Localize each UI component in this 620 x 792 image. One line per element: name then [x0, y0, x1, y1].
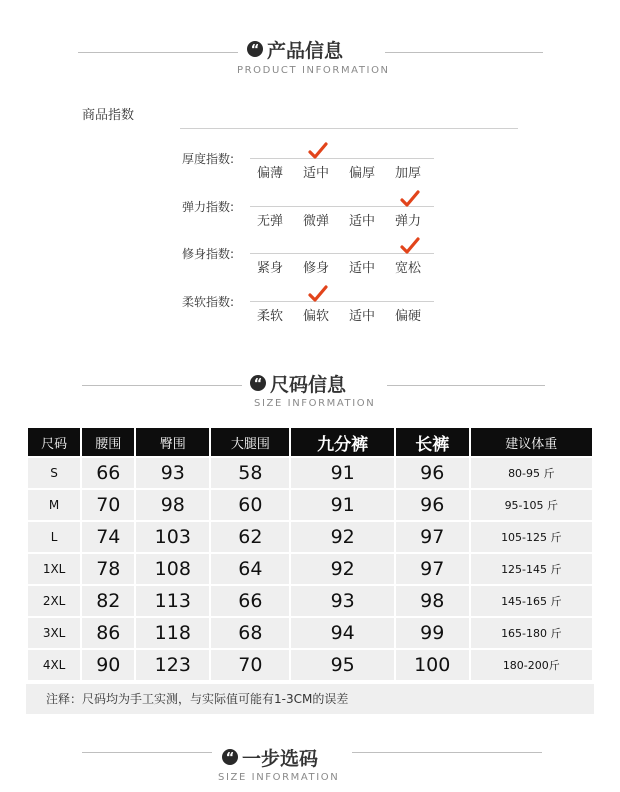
table-cell: 97 [396, 522, 469, 552]
divider-left [78, 52, 238, 53]
table-header-row [28, 428, 592, 456]
table-row [28, 458, 592, 488]
divider-right [387, 385, 545, 386]
index-heading: 商品指数 [82, 108, 135, 123]
header-cropped-length: 九分裤 [291, 428, 393, 456]
table-cell: 62 [211, 522, 289, 552]
section-title: “ 一步选码 [222, 744, 318, 771]
table-cell: 105-125 斤 [471, 522, 592, 552]
table-cell: 70 [82, 490, 134, 520]
header-waist: 腰围 [82, 428, 134, 456]
table-cell: 108 [136, 554, 209, 584]
checkmark-icon [400, 237, 420, 255]
table-cell: 70 [211, 650, 289, 680]
table-cell: 78 [82, 554, 134, 584]
table-cell: 82 [82, 586, 134, 616]
divider-right [352, 752, 542, 753]
table-cell: 97 [396, 554, 469, 584]
quote-icon: “ [222, 749, 238, 765]
table-cell: 66 [82, 458, 134, 488]
table-cell: 103 [136, 522, 209, 552]
table-row [28, 522, 592, 552]
table-cell: 86 [82, 618, 134, 648]
divider-left [82, 752, 212, 753]
index-option: 适中 [302, 166, 329, 181]
checkmark-icon [308, 285, 328, 303]
table-cell: 91 [291, 490, 393, 520]
index-option: 微弹 [302, 214, 329, 229]
table-cell: 93 [291, 586, 393, 616]
index-option: 无弹 [256, 214, 283, 229]
table-cell: 80-95 斤 [471, 458, 592, 488]
table-cell: 1XL [28, 554, 80, 584]
table-cell: 145-165 斤 [471, 586, 592, 616]
index-option: 弹力 [394, 214, 421, 229]
table-cell: 2XL [28, 586, 80, 616]
table-cell: 60 [211, 490, 289, 520]
table-cell: 98 [136, 490, 209, 520]
table-cell: 98 [396, 586, 469, 616]
table-row [28, 586, 592, 616]
index-option: 偏厚 [348, 166, 375, 181]
table-cell: 4XL [28, 650, 80, 680]
table-row [28, 650, 592, 680]
table-cell: 91 [291, 458, 393, 488]
quote-icon: “ [247, 41, 263, 57]
section-title: “ 产品信息 [247, 36, 343, 63]
index-top-line [180, 128, 518, 129]
table-cell: 99 [396, 618, 469, 648]
index-option: 偏薄 [256, 166, 283, 181]
index-scale-line [250, 158, 434, 159]
table-cell: 95 [291, 650, 393, 680]
checkmark-icon [400, 190, 420, 208]
section-title: “ 尺码信息 [250, 370, 346, 397]
index-option: 偏硬 [394, 309, 421, 324]
header-size: 尺码 [28, 428, 80, 456]
table-cell: 95-105 斤 [471, 490, 592, 520]
header-full-length: 长裤 [396, 428, 469, 456]
index-option: 适中 [348, 261, 375, 276]
index-option: 适中 [348, 214, 375, 229]
header-thigh: 大腿围 [211, 428, 289, 456]
table-cell: L [28, 522, 80, 552]
table-row [28, 554, 592, 584]
table-cell: 165-180 斤 [471, 618, 592, 648]
index-label: 厚度指数: [182, 152, 235, 166]
size-note: 注释：尺码均为手工实测，与实际值可能有1-3CM的误差 [26, 684, 594, 714]
table-row [28, 618, 592, 648]
divider-right [385, 52, 543, 53]
table-cell: 68 [211, 618, 289, 648]
index-option: 宽松 [394, 261, 421, 276]
table-row [28, 490, 592, 520]
size-table [26, 426, 594, 682]
index-option: 偏软 [302, 309, 329, 324]
table-cell: 96 [396, 490, 469, 520]
index-option: 适中 [348, 309, 375, 324]
index-label: 柔软指数: [182, 295, 235, 309]
table-cell: 94 [291, 618, 393, 648]
table-cell: 58 [211, 458, 289, 488]
divider-left [82, 385, 242, 386]
table-cell: 96 [396, 458, 469, 488]
index-option: 修身 [302, 261, 329, 276]
index-scale-line [250, 301, 434, 302]
header-hip: 臀围 [136, 428, 209, 456]
table-cell: S [28, 458, 80, 488]
table-cell: 93 [136, 458, 209, 488]
section-subtitle: SIZE INFORMATION [254, 398, 376, 409]
table-cell: 90 [82, 650, 134, 680]
section-subtitle: SIZE INFORMATION [218, 772, 340, 783]
index-option: 紧身 [256, 261, 283, 276]
table-cell: 3XL [28, 618, 80, 648]
index-label: 弹力指数: [182, 200, 235, 214]
table-cell: 100 [396, 650, 469, 680]
index-option: 柔软 [256, 309, 283, 324]
quote-icon: “ [250, 375, 266, 391]
table-cell: 118 [136, 618, 209, 648]
table-cell: 113 [136, 586, 209, 616]
checkmark-icon [308, 142, 328, 160]
table-cell: 123 [136, 650, 209, 680]
table-cell: 92 [291, 522, 393, 552]
table-cell: M [28, 490, 80, 520]
section-subtitle: PRODUCT INFORMATION [237, 65, 390, 76]
table-cell: 180-200斤 [471, 650, 592, 680]
table-cell: 74 [82, 522, 134, 552]
table-cell: 92 [291, 554, 393, 584]
table-cell: 66 [211, 586, 289, 616]
table-cell: 64 [211, 554, 289, 584]
index-option: 加厚 [394, 166, 421, 181]
table-cell: 125-145 斤 [471, 554, 592, 584]
header-weight: 建议体重 [471, 428, 592, 456]
index-label: 修身指数: [182, 247, 235, 261]
